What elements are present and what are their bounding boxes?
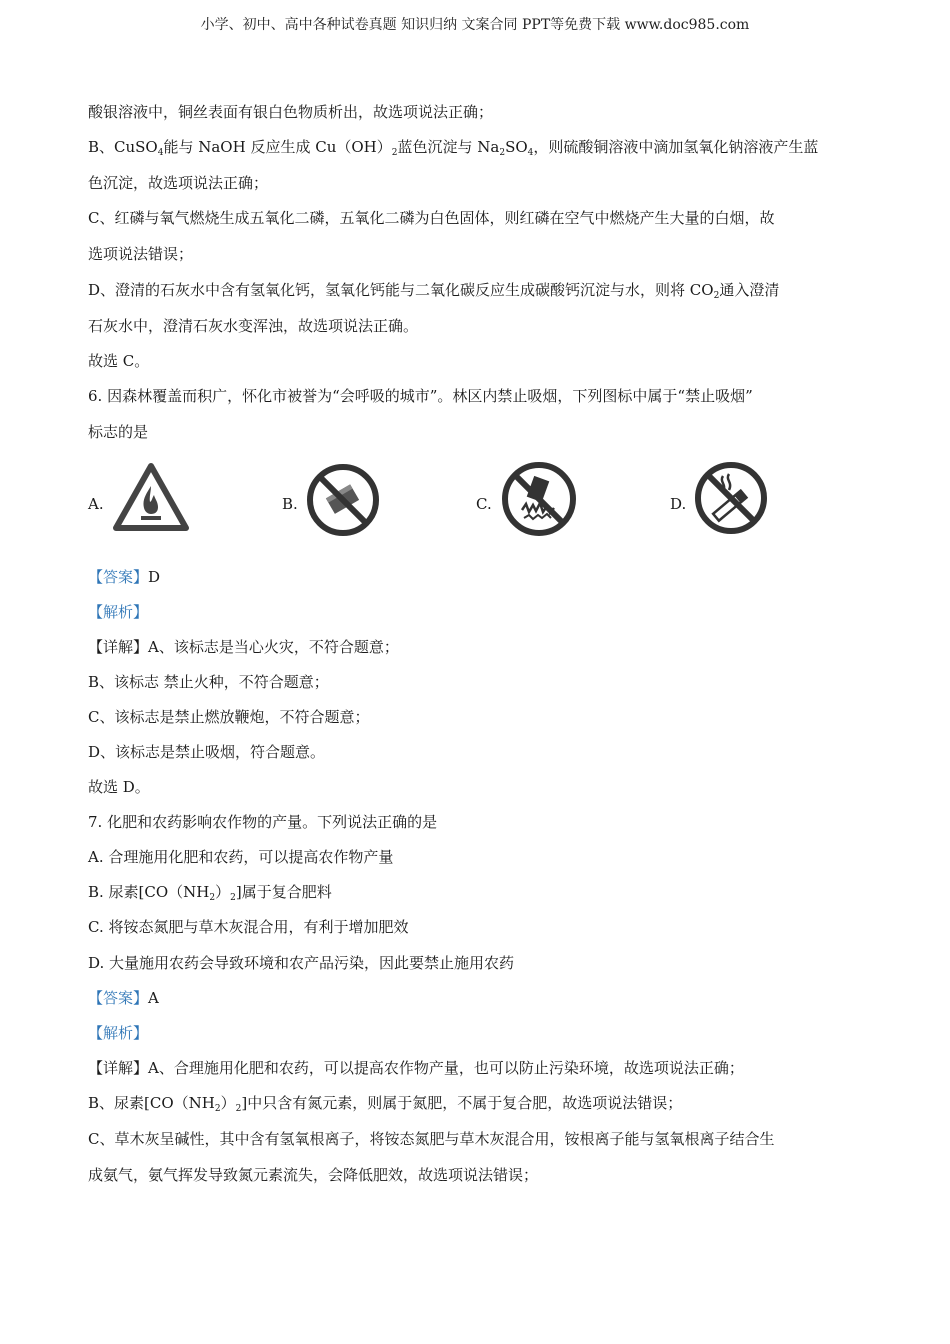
question-7-stem: 7. 化肥和农药影响农作物的产量。下列说法正确的是 [88,813,438,831]
option-b-label: B. [282,495,298,513]
q7-detail: B、尿素$[CO(NH_2)_2]$中只含有氮元素，则属于氮肥，不属于复合肥，故选项说法错误； [88,1094,683,1114]
no-fire-source-icon [305,462,381,538]
option-d-label: D. [670,495,687,513]
text-line: 石灰水中，澄清石灰水变浑浊，故选项说法正确。 [88,317,419,335]
text-line: D、澄清的石灰水中含有氢氧化钙，氢氧化钙能与二氧化碳反应生成碳酸钙沉淀与水，则将 $CO_2$通入澄清 [88,281,780,301]
q7-option-d: D. 大量施用农药会导致环境和农产品污染，因此要禁止施用农药 [88,954,515,972]
q7-option-b: B. 尿素$[CO(NH_2)_2]$属于复合肥料 [88,883,332,903]
q7-option-a: A. 合理施用化肥和农药，可以提高农作物产量 [88,848,394,866]
page-header: 小学、初中、高中各种试卷真题 知识归纳 文案合同 PPT等免费下载 www.doc985.com [200,17,750,33]
q6-detail: 【详解】A、该标志是当心火灾，不符合题意； [88,638,399,656]
q6-detail: C、该标志是禁止燃放鞭炮，不符合题意； [88,708,370,726]
no-smoking-icon [693,460,769,536]
question-6-stem: 标志的是 [88,423,149,441]
question-6-stem: 6. 因森林覆盖而积广，怀化市被誉为“会呼吸的城市”。林区内禁止吸烟，下列图标中属于“禁止吸烟” [88,387,753,405]
text-line: 故选 C。 [88,352,150,370]
q7-detail: 成氨气，氨气挥发导致氮元素流失，会降低肥效，故选项说法错误； [88,1166,539,1184]
option-c-label: C. [476,495,492,513]
q7-option-c: C. 将铵态氮肥与草木灰混合用，有利于增加肥效 [88,918,409,936]
text-line: C、红磷与氧气燃烧生成五氧化二磷，五氧化二磷为白色固体，则红磷在空气中燃烧产生大量的白烟，故 [88,209,775,227]
option-a-label: A. [88,495,104,513]
q6-conclusion: 故选 D。 [88,778,150,796]
q7-answer: 【答案】A [88,989,159,1007]
text-line: 酸银溶液中，铜丝表面有银白色物质析出，故选项说法正确； [88,103,494,121]
q7-analysis-tag: 【解析】 [88,1024,149,1042]
text-line: B、CuSO$_4$能与 NaOH 反应生成 $Cu(OH)_2$蓝色沉淀与 $Na_2SO_4$，则硫酸铜溶液中滴加氢氧化钠溶液产生蓝 [88,138,819,158]
q7-detail: 【详解】A、合理施用化肥和农药，可以提高农作物产量，也可以防止污染环境，故选项说法正确； [88,1059,744,1077]
fire-warning-icon [112,462,190,532]
q6-answer: 【答案】D [88,568,161,586]
q6-detail: B、该标志 禁止火种，不符合题意； [88,673,329,691]
q6-analysis-tag: 【解析】 [88,603,149,621]
no-firecrackers-icon [500,460,578,538]
q7-detail: C、草木灰呈碱性，其中含有氢氧根离子，将铵态氮肥与草木灰混合用，铵根离子能与氢氧根离子结合生 [88,1130,775,1148]
text-line: 色沉淀，故选项说法正确； [88,174,269,192]
q6-detail: D、该标志是禁止吸烟，符合题意。 [88,743,326,761]
text-line: 选项说法错误； [88,245,194,263]
